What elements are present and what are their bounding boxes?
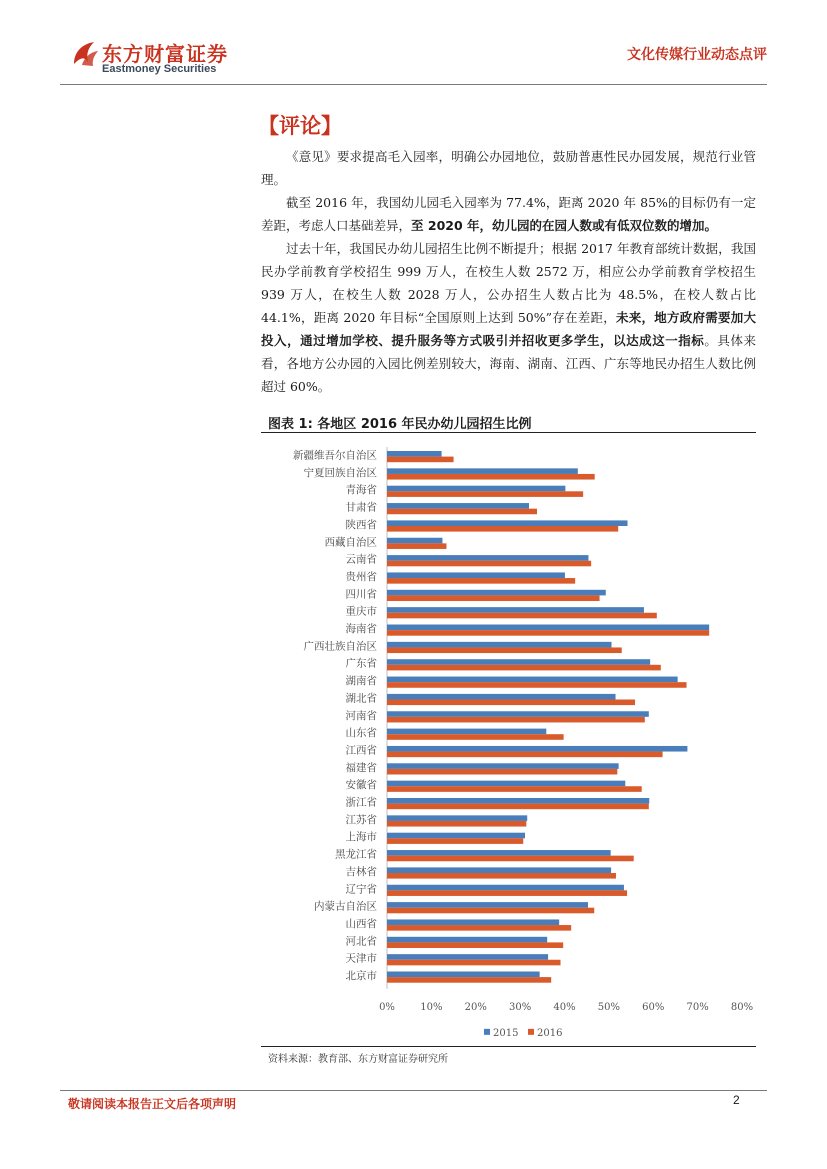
y-tick-label: 安徽省	[345, 779, 377, 792]
bar-2015	[387, 572, 565, 578]
bar-2015	[387, 590, 606, 596]
disclaimer-note[interactable]: 敬请阅读本报告正文后各项声明	[68, 1097, 237, 1111]
bar-2016	[387, 856, 634, 862]
bar-2016	[387, 960, 561, 966]
bar-2015	[387, 625, 709, 631]
y-tick-label: 内蒙古自治区	[314, 900, 377, 913]
bar-2015	[387, 711, 649, 717]
paragraph-1: 《意见》要求提高毛入园率，明确公办园地位，鼓励普惠性民办园发展，规范行业管理。	[261, 149, 756, 187]
legend-swatch-2016	[528, 1029, 534, 1035]
y-tick-label: 湖北省	[345, 692, 377, 705]
bar-2016	[387, 647, 622, 653]
paragraph-2	[261, 191, 756, 237]
y-tick-label: 河南省	[345, 709, 377, 722]
y-tick-label: 宁夏回族自治区	[303, 466, 377, 479]
footer-divider	[60, 1090, 767, 1091]
bar-2016	[387, 613, 657, 619]
y-tick-label: 云南省	[345, 553, 377, 566]
bar-2015	[387, 677, 678, 683]
bar-chart	[262, 440, 756, 1040]
bar-2015	[387, 781, 625, 787]
bar-2016	[387, 804, 649, 810]
x-tick-label: 60%	[642, 1001, 665, 1013]
bar-2016	[387, 682, 687, 688]
bar-2015	[387, 815, 527, 821]
paragraph-2-emphasis: 至 2020 年，幼儿园的在园人数或有低双位数的增加。	[411, 218, 718, 233]
bar-2015	[387, 607, 644, 613]
bar-2016	[387, 457, 454, 463]
paragraph-3-tail: 。具体来看，各地方公办园的入园比例差别较大，海南、湖南、江西、广东等地民办招生人数比例超过 60%。	[261, 333, 756, 394]
x-tick-label: 0%	[379, 1001, 395, 1013]
logo-text-en: Eastmoney Securities	[102, 63, 217, 75]
y-tick-label: 福建省	[345, 761, 377, 774]
bar-2016	[387, 734, 564, 740]
x-tick-label: 50%	[597, 1001, 620, 1013]
bar-2015	[387, 972, 540, 978]
bar-2015	[387, 954, 548, 960]
bar-2016	[387, 821, 526, 827]
bar-2016	[387, 595, 600, 601]
bar-2015	[387, 694, 616, 700]
page-number: 2	[733, 1093, 740, 1107]
y-tick-label: 重庆市	[345, 605, 377, 618]
bar-2016	[387, 838, 523, 844]
section-heading: 【评论】	[258, 114, 342, 138]
y-tick-label: 西藏自治区	[324, 536, 377, 549]
y-tick-label: 广东省	[345, 657, 377, 670]
logo-mark-icon	[70, 38, 100, 68]
bar-2015	[387, 503, 529, 509]
y-tick-label: 河北省	[345, 935, 377, 948]
bar-2016	[387, 491, 583, 497]
y-tick-label: 浙江省	[345, 796, 377, 809]
bar-2016	[387, 717, 645, 723]
bar-2016	[387, 942, 563, 948]
y-tick-label: 四川省	[345, 588, 377, 601]
bar-2015	[387, 451, 442, 457]
y-tick-label: 天津市	[345, 952, 377, 965]
bar-2016	[387, 630, 709, 636]
bar-2015	[387, 746, 687, 752]
y-tick-label: 新疆维吾尔自治区	[293, 449, 377, 462]
bar-2015	[387, 798, 649, 804]
bar-2015	[387, 919, 559, 925]
figure-title: 图表 1: 各地区 2016 年民办幼儿园招生比例	[268, 417, 532, 432]
legend-label-2016: 2016	[537, 1027, 563, 1039]
bar-2016	[387, 700, 635, 706]
logo-text-cn: 东方财富证券	[102, 42, 228, 66]
x-tick-label: 80%	[730, 1001, 754, 1013]
y-tick-label: 甘肃省	[345, 501, 377, 514]
bar-2016	[387, 908, 594, 914]
report-type-title: 文化传媒行业动态点评	[627, 47, 767, 63]
y-tick-label: 陕西省	[345, 518, 377, 531]
y-tick-label: 北京市	[345, 970, 377, 982]
figure-source: 资料来源：教育部、东方财富证券研究所	[268, 1054, 448, 1065]
bar-2015	[387, 729, 546, 735]
bar-2016	[387, 665, 661, 671]
bar-2015	[387, 885, 624, 891]
bar-2016	[387, 752, 663, 758]
y-tick-label: 海南省	[345, 623, 377, 635]
legend-label-2015: 2015	[493, 1027, 519, 1039]
bar-2015	[387, 538, 442, 544]
x-tick-label: 20%	[464, 1001, 487, 1013]
bar-2016	[387, 509, 537, 515]
paragraph-2-text: 截至 2016 年，我国幼儿园毛入园率为 77.4%，距离 2020 年 85%的目标仍有一定差距，考虑人口基础差异，	[261, 195, 756, 233]
y-tick-label: 广西壮族自治区	[303, 640, 377, 653]
y-tick-label: 吉林省	[345, 865, 377, 878]
bar-2016	[387, 873, 616, 879]
header-divider	[60, 84, 767, 85]
legend-swatch-2015	[484, 1029, 490, 1035]
y-tick-label: 江西省	[345, 744, 377, 757]
x-tick-label: 70%	[686, 1001, 709, 1013]
bar-2015	[387, 763, 619, 769]
bar-2015	[387, 833, 525, 839]
y-tick-label: 黑龙江省	[335, 848, 377, 861]
bar-2016	[387, 890, 627, 896]
figure-bottom-rule	[261, 1046, 756, 1047]
bar-2016	[387, 578, 575, 584]
bar-2015	[387, 937, 547, 943]
bar-2016	[387, 769, 617, 775]
bar-2016	[387, 977, 551, 983]
paragraph-3-text: 过去十年，我国民办幼儿园招生比例不断提升；根据 2017 年教育部统计数据，我国民办学前教育学校招生 999 万人，在校生人数 2572 万，相应公办学前教育学校招生 939 万人，在校生人数 2028 万人，公办招生人数占比为 48.5%，在校人数占比 44.1%，距离 2020 年目标“全国原则上达到 50%”存在差距，	[261, 241, 756, 325]
y-tick-label: 青海省	[345, 484, 377, 497]
bar-2016	[387, 786, 642, 792]
figure-top-rule	[261, 432, 756, 433]
x-tick-label: 10%	[420, 1001, 443, 1013]
bar-2015	[387, 659, 650, 665]
bar-2015	[387, 468, 578, 474]
y-tick-label: 山东省	[345, 727, 377, 740]
bar-2016	[387, 474, 595, 480]
bar-2015	[387, 486, 565, 492]
y-tick-label: 江苏省	[345, 813, 377, 826]
bar-2015	[387, 902, 588, 908]
bar-2016	[387, 526, 618, 532]
paragraph-3-emphasis: 未来，地方政府需要加大投入，通过增加学校、提升服务等方式吸引并招收更多学生，以达成这一指标	[261, 310, 756, 348]
y-tick-label: 辽宁省	[345, 883, 377, 896]
y-tick-label: 山西省	[345, 917, 377, 930]
bar-2015	[387, 520, 628, 526]
bar-2015	[387, 850, 611, 856]
bar-2016	[387, 925, 571, 931]
bar-2015	[387, 555, 588, 561]
y-tick-label: 上海市	[345, 831, 377, 844]
bar-2015	[387, 642, 612, 648]
bar-2016	[387, 543, 446, 549]
body-text	[261, 145, 756, 398]
y-tick-label: 贵州省	[345, 570, 377, 583]
y-tick-label: 湖南省	[345, 675, 377, 688]
bar-2015	[387, 867, 611, 873]
bar-2016	[387, 561, 591, 567]
x-tick-label: 40%	[553, 1001, 576, 1013]
x-tick-label: 30%	[509, 1001, 532, 1013]
paragraph-3	[261, 237, 756, 398]
